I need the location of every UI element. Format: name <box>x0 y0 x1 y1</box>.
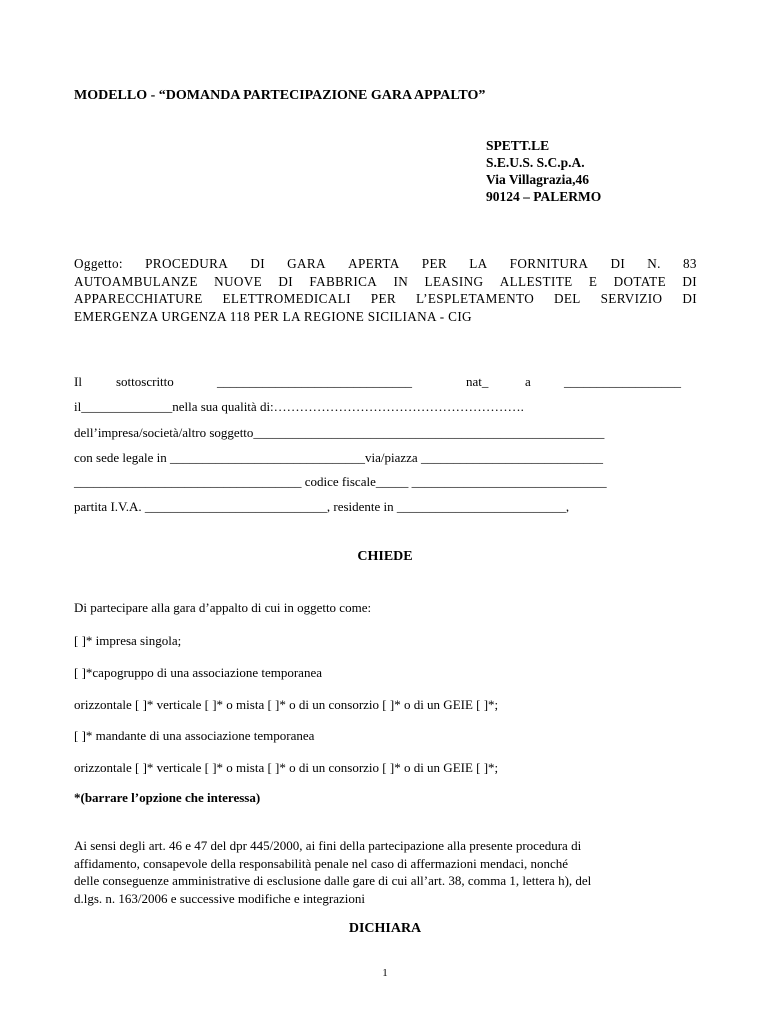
name-blank: ______________________________ <box>217 374 412 389</box>
field-row-sede-legale: con sede legale in ______________________________via/piazza ____________________________ <box>74 450 603 465</box>
oggetto-word: DI <box>278 273 294 289</box>
address-line: 90124 – PALERMO <box>486 189 602 204</box>
oggetto-word: E <box>588 273 598 289</box>
oggetto-word: DI <box>610 256 626 271</box>
dichiarazione-paragraph <box>74 837 697 907</box>
options-note: *(barrare l’opzione che interessa) <box>74 790 261 805</box>
paragraph-line: Ai sensi degli art. 46 e 47 del dpr 445/2000, ai fini della partecipazione alla presente procedura di <box>74 838 582 853</box>
il-label: Il <box>74 374 82 389</box>
option-mandante-types: orizzontale [ ]* verticale [ ]* o mista [ ]* o di un consorzio [ ]* o di un GEIE [ ]*; <box>74 760 499 775</box>
oggetto-word: Oggetto: <box>74 256 123 271</box>
oggetto-word: PER <box>421 256 448 271</box>
field-row-codice-fiscale: ___________________________________ codice fiscale_____ ______________________________ <box>74 474 607 489</box>
oggetto-word: L’ESPLETAMENTO <box>415 291 535 306</box>
field-row-impresa: dell’impresa/società/altro soggetto______________________________________________________ <box>74 425 605 440</box>
oggetto-word: DI <box>682 291 697 306</box>
oggetto-word: ALLESTITE <box>499 273 573 289</box>
oggetto-word: PROCEDURA <box>145 256 229 271</box>
option-mandante: [ ]* mandante di una associazione temporanea <box>74 728 315 743</box>
address-line: S.E.U.S. S.C.p.A. <box>486 155 585 170</box>
oggetto-word: IN <box>393 273 409 289</box>
oggetto-word: DOTATE <box>613 273 666 289</box>
oggetto-line-2 <box>74 273 697 291</box>
nat-label: nat_ <box>466 374 489 389</box>
document-title: MODELLO - “DOMANDA PARTECIPAZIONE GARA APPALTO” <box>74 88 486 103</box>
oggetto-word: DEL <box>554 291 581 306</box>
oggetto-word: PER <box>370 291 397 306</box>
page-number: 1 <box>382 967 388 979</box>
oggetto-word: ELETTROMEDICALI <box>222 291 351 306</box>
oggetto-word: FABBRICA <box>309 273 378 289</box>
recipient-address <box>486 137 601 205</box>
oggetto-word: GARA <box>287 256 326 271</box>
oggetto-word: DI <box>250 256 265 271</box>
field-row-qualita: il______________nella sua qualità di:…………………………………………………. <box>74 399 524 414</box>
oggetto-word: APPARECCHIATURE <box>74 291 203 306</box>
paragraph-line: delle conseguenze amministrative di esclusione dalle gare di cui all’art. 38, comma 1, lettera h), del <box>74 873 592 888</box>
oggetto-word: SERVIZIO <box>600 291 663 306</box>
chiede-heading: CHIEDE <box>357 549 413 564</box>
oggetto-word: NUOVE <box>214 273 263 289</box>
paragraph-line: affidamento, consapevole della responsabilità penale nel caso di affermazioni mendaci, nonché <box>74 855 569 871</box>
option-capogruppo: [ ]*capogruppo di una associazione temporanea <box>74 665 322 680</box>
birthplace-blank: __________________ <box>564 374 681 389</box>
options-intro: Di partecipare alla gara d’appalto di cui in oggetto come: <box>74 600 372 615</box>
oggetto-word: AUTOAMBULANZE <box>74 273 198 289</box>
paragraph-line: d.lgs. n. 163/2006 e successive modifiche e integrazioni <box>74 890 365 906</box>
oggetto-word: DI <box>682 273 697 289</box>
field-row-partita-iva: partita I.V.A. ____________________________, residente in __________________________, <box>74 499 570 514</box>
address-line: Via Villagrazia,46 <box>486 172 589 187</box>
address-line: SPETT.LE <box>486 138 550 153</box>
sottoscritto-label: sottoscritto <box>116 374 174 389</box>
oggetto-block <box>74 255 697 325</box>
dichiara-heading: DICHIARA <box>348 921 422 936</box>
oggetto-line-3 <box>74 290 697 308</box>
option-impresa-singola: [ ]* impresa singola; <box>74 633 182 648</box>
oggetto-word: APERTA <box>348 256 400 271</box>
oggetto-line-1 <box>74 255 697 273</box>
oggetto-word: FORNITURA <box>509 256 589 271</box>
oggetto-word: 83 <box>682 256 697 271</box>
oggetto-word: LA <box>469 256 488 271</box>
option-capogruppo-types: orizzontale [ ]* verticale [ ]* o mista [ ]* o di un consorzio [ ]* o di un GEIE [ ]*; <box>74 697 499 712</box>
oggetto-word: LEASING <box>424 273 484 289</box>
oggetto-word: N. <box>647 256 661 271</box>
oggetto-line-4: EMERGENZA URGENZA 118 PER LA REGIONE SICILIANA - CIG <box>74 308 472 324</box>
a-label: a <box>525 374 531 389</box>
